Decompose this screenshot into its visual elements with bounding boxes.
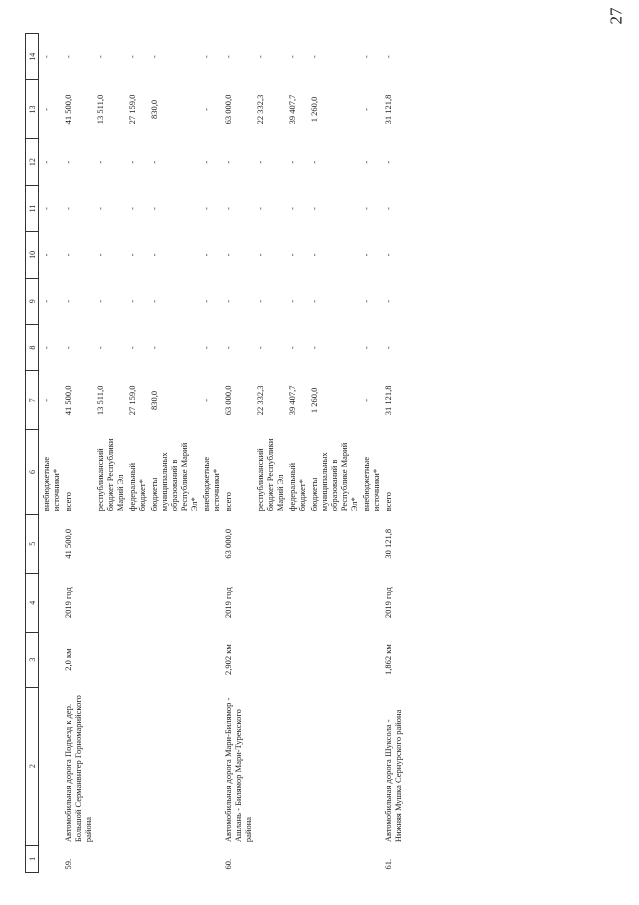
object-name: Автомобильная дорога Шуксола - Нижняя Мушка Сернурского района [382,709,403,842]
object-year: 2019 год [222,586,233,618]
value-cell: - [126,253,137,256]
value-cell: - [254,160,265,164]
value-cell: - [126,54,137,58]
empty-cell [38,632,61,687]
empty-cell [307,687,359,845]
empty-cell [253,573,285,632]
row-number: 59. [62,858,73,869]
value-cell: - [222,345,233,349]
value-cell: - [382,345,393,349]
funding-source: федеральный бюджет* [126,462,147,511]
value-cell: - [308,160,319,164]
col-header: 9 [25,278,38,324]
value-cell: - [222,160,233,164]
empty-cell [199,632,221,687]
value-cell: - [200,345,211,349]
row-number: 61. [382,858,393,869]
value-cell: - [200,206,211,210]
table-row [285,33,307,872]
col-header: 3 [25,632,38,687]
value-cell: - [360,345,371,349]
object-length: 1,862 км [382,643,393,675]
value-cell: 31 121,8 [382,94,393,124]
value-cell: - [286,54,297,58]
value-cell: - [308,299,319,303]
value-cell: - [62,299,73,303]
value-cell: 63 000,0 [222,94,233,124]
value-cell: - [148,253,159,256]
table-row [38,33,61,872]
empty-cell [125,687,147,845]
funding-source: всего [382,491,393,511]
col-header: 11 [25,185,38,231]
funding-source: республиканский бюджет Республики Марий Эл [94,438,125,511]
value-cell: - [222,253,233,256]
value-cell: - [382,253,393,256]
value-cell: 41 500,0 [62,94,73,124]
value-cell: - [148,299,159,303]
value-cell: - [254,54,265,58]
value-cell: - [222,299,233,303]
empty-cell [147,514,199,573]
value-cell: - [382,206,393,210]
empty-cell [147,632,199,687]
value-cell: - [200,160,211,164]
empty-cell [285,514,307,573]
value-cell: - [286,345,297,349]
value-cell: - [360,398,371,402]
table-row [253,33,285,872]
empty-cell [285,573,307,632]
value-cell: - [382,299,393,303]
value-cell: - [308,206,319,210]
empty-cell [307,573,359,632]
funding-source: республиканский бюджет Республики Марий Эл [254,438,285,511]
empty-cell [359,573,381,632]
column-number-row [25,33,38,872]
empty-cell [93,573,125,632]
value-cell: - [94,54,105,58]
col-header: 10 [25,231,38,277]
value-cell: - [62,345,73,349]
empty-cell [307,845,359,872]
table-body [38,33,403,872]
value-cell: - [254,299,265,303]
value-cell: - [308,253,319,256]
value-cell: - [40,345,51,349]
funding-source: бюджеты муниципальных образований в Республике Марий Эл* [148,442,199,511]
empty-cell [359,687,381,845]
value-cell: - [254,345,265,349]
value-cell: 22 332,3 [254,385,265,415]
value-cell: - [308,54,319,58]
value-cell: - [360,160,371,164]
table-row [199,33,221,872]
col-header: 6 [25,429,38,513]
value-cell: 13 511,0 [94,94,105,124]
value-cell: - [360,253,371,256]
empty-cell [125,632,147,687]
value-cell: - [200,299,211,303]
value-cell: 39 407,7 [286,94,297,124]
empty-cell [147,845,199,872]
value-cell: - [148,345,159,349]
value-cell: - [360,206,371,210]
col-header: 1 [25,845,38,872]
value-cell: - [360,107,371,111]
value-cell: - [286,160,297,164]
value-cell: - [286,253,297,256]
value-cell: - [148,54,159,58]
funding-source: бюджеты муниципальных образований в Республике Марий Эл* [308,442,359,511]
col-header: 2 [25,687,38,845]
empty-cell [147,687,199,845]
value-cell: - [360,54,371,58]
object-name: Автомобильная дорога Подъезд к дер. Большой Серманвнгер Горномарийского района [62,694,93,842]
empty-cell [307,632,359,687]
value-cell: - [126,160,137,164]
value-cell: - [200,253,211,256]
value-cell: - [148,206,159,210]
value-cell: - [222,54,233,58]
value-cell: - [286,206,297,210]
empty-cell [307,514,359,573]
col-header: 14 [25,33,38,79]
empty-cell [93,514,125,573]
funding-source: федеральный бюджет* [286,462,307,511]
value-cell: - [62,160,73,164]
value-cell: - [382,160,393,164]
empty-cell [125,845,147,872]
investment-table [25,33,403,873]
object-cost: 63 000,0 [222,528,233,559]
empty-cell [285,632,307,687]
value-cell: - [254,253,265,256]
object-year: 2019 год [382,586,393,618]
value-cell: 41 500,0 [62,385,73,415]
empty-cell [253,632,285,687]
value-cell: - [40,398,51,402]
value-cell: - [126,206,137,210]
empty-cell [93,687,125,845]
empty-cell [38,573,61,632]
funding-source: внебюджетные источники* [200,456,221,511]
value-cell: - [40,107,51,111]
value-cell: - [62,253,73,256]
value-cell: - [94,253,105,256]
value-cell: - [382,54,393,58]
value-cell: 63 000,0 [222,385,233,415]
value-cell: - [40,160,51,164]
empty-cell [253,845,285,872]
table-row [221,33,253,872]
value-cell: - [40,54,51,58]
value-cell: - [200,107,211,111]
value-cell: - [200,398,211,402]
funding-source: всего [62,491,73,511]
empty-cell [199,845,221,872]
value-cell: 39 407,7 [286,385,297,415]
object-cost: 41 500,0 [62,528,73,559]
value-cell: 22 332,3 [254,94,265,124]
col-header: 7 [25,370,38,429]
empty-cell [93,845,125,872]
object-length: 2,902 км [222,643,233,675]
value-cell: - [62,206,73,210]
rotated-table-page [25,33,615,873]
value-cell: - [94,160,105,164]
value-cell: - [222,206,233,210]
col-header: 8 [25,324,38,370]
object-length: 2,0 км [62,647,73,671]
page-number: 27 [606,7,626,25]
value-cell: - [200,54,211,58]
empty-cell [125,514,147,573]
value-cell: - [308,345,319,349]
value-cell: - [126,345,137,349]
value-cell: 830,0 [148,99,159,119]
value-cell: - [148,160,159,164]
value-cell: - [94,299,105,303]
funding-source: всего [222,491,233,511]
table-row [147,33,199,872]
empty-cell [38,514,61,573]
col-header: 12 [25,138,38,184]
value-cell: 13 511,0 [94,385,105,415]
value-cell: - [254,206,265,210]
value-cell: 27 159,0 [126,94,137,124]
value-cell: - [94,345,105,349]
row-number: 60. [222,858,233,869]
table-row [61,33,93,872]
object-year: 2019 год [62,586,73,618]
empty-cell [253,687,285,845]
table-row [359,33,381,872]
value-cell: - [94,206,105,210]
empty-cell [38,687,61,845]
col-header: 5 [25,514,38,573]
empty-cell [199,573,221,632]
value-cell: - [286,299,297,303]
value-cell: - [40,253,51,256]
table-row [307,33,359,872]
empty-cell [359,632,381,687]
table-row [93,33,125,872]
value-cell: 1 260,0 [308,387,319,413]
empty-cell [199,687,221,845]
value-cell: 830,0 [148,390,159,410]
funding-source: внебюджетные источники* [360,456,381,511]
value-cell: - [360,299,371,303]
object-name: Автомобильная дорога Мари-Билямор - Ашлань - Билямор Мари-Турекского района [222,697,253,842]
empty-cell [359,514,381,573]
empty-cell [285,687,307,845]
value-cell: 1 260,0 [308,96,319,122]
empty-cell [147,573,199,632]
object-cost: 30 121,8 [382,528,393,559]
empty-cell [125,573,147,632]
table-row [125,33,147,872]
col-header: 4 [25,573,38,632]
funding-source: внебюджетные источники* [40,456,61,511]
value-cell: - [40,206,51,210]
value-cell: 31 121,8 [382,385,393,415]
value-cell: 27 159,0 [126,385,137,415]
empty-cell [38,845,61,872]
empty-cell [285,845,307,872]
value-cell: - [62,54,73,58]
empty-cell [359,845,381,872]
col-header: 13 [25,79,38,138]
empty-cell [199,514,221,573]
empty-cell [253,514,285,573]
table-row [381,33,403,872]
value-cell: - [126,299,137,303]
value-cell: - [40,299,51,303]
empty-cell [93,632,125,687]
